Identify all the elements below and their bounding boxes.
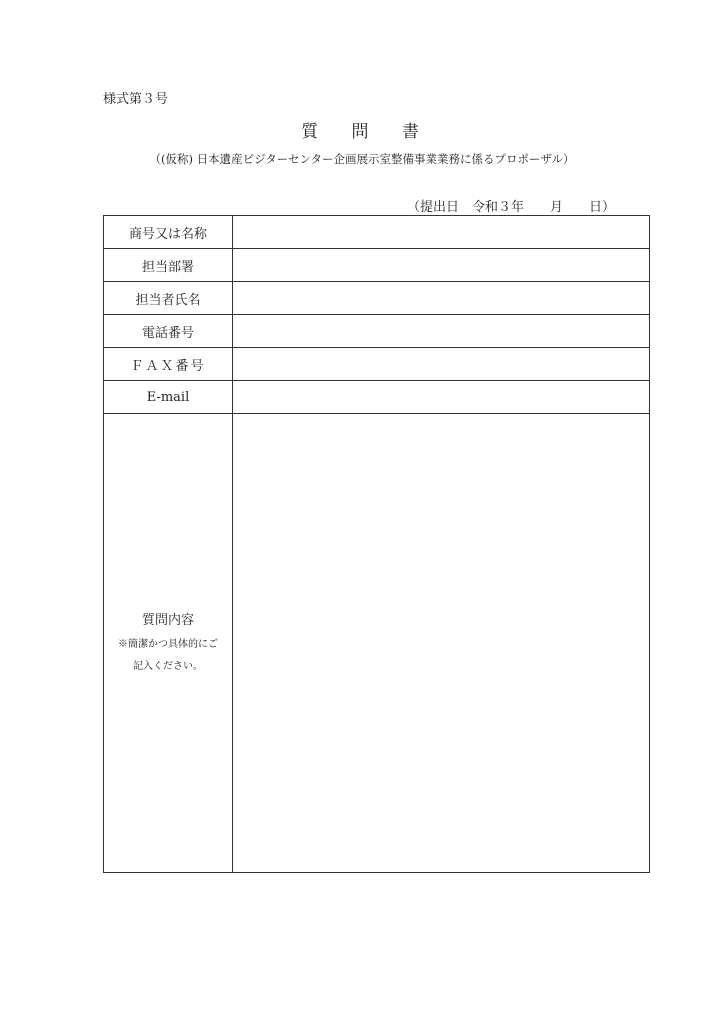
department-label: 担当部署	[104, 249, 233, 282]
phone-label: 電話番号	[104, 315, 233, 348]
question-label: 質問内容	[141, 612, 194, 628]
form-row-fax	[104, 348, 650, 381]
form-row-company-name	[104, 216, 650, 249]
contact-person-label: 担当者氏名	[104, 282, 233, 315]
question-form-table	[103, 215, 650, 873]
form-row-phone	[104, 315, 650, 348]
form-number: 様式第３号	[103, 92, 169, 107]
fax-label: ＦＡＸ番号	[104, 348, 233, 381]
form-row-question	[104, 414, 650, 873]
question-content-field[interactable]	[233, 414, 650, 873]
company-name-label: 商号又は名称	[104, 216, 233, 249]
form-row-email	[104, 381, 650, 414]
form-row-department	[104, 249, 650, 282]
question-note-line1: ※簡潔かつ具体的にご	[118, 638, 218, 650]
email-field[interactable]	[233, 381, 650, 414]
question-note-line2: 記入ください。	[133, 660, 203, 672]
company-name-field[interactable]	[233, 216, 650, 249]
question-label-cell	[104, 414, 233, 873]
form-row-contact-person	[104, 282, 650, 315]
submission-date: （提出日 令和３年 月 日）	[406, 200, 615, 215]
document-title: 質 問 書	[301, 122, 433, 142]
contact-person-field[interactable]	[233, 282, 650, 315]
email-label: E-mail	[104, 381, 233, 414]
question-note	[104, 634, 232, 678]
phone-field[interactable]	[233, 315, 650, 348]
department-field[interactable]	[233, 249, 650, 282]
fax-field[interactable]	[233, 348, 650, 381]
document-subtitle: （(仮称) 日本遺産ビジターセンター企画展示室整備事業業務に係るプロポーザル）	[149, 152, 575, 166]
